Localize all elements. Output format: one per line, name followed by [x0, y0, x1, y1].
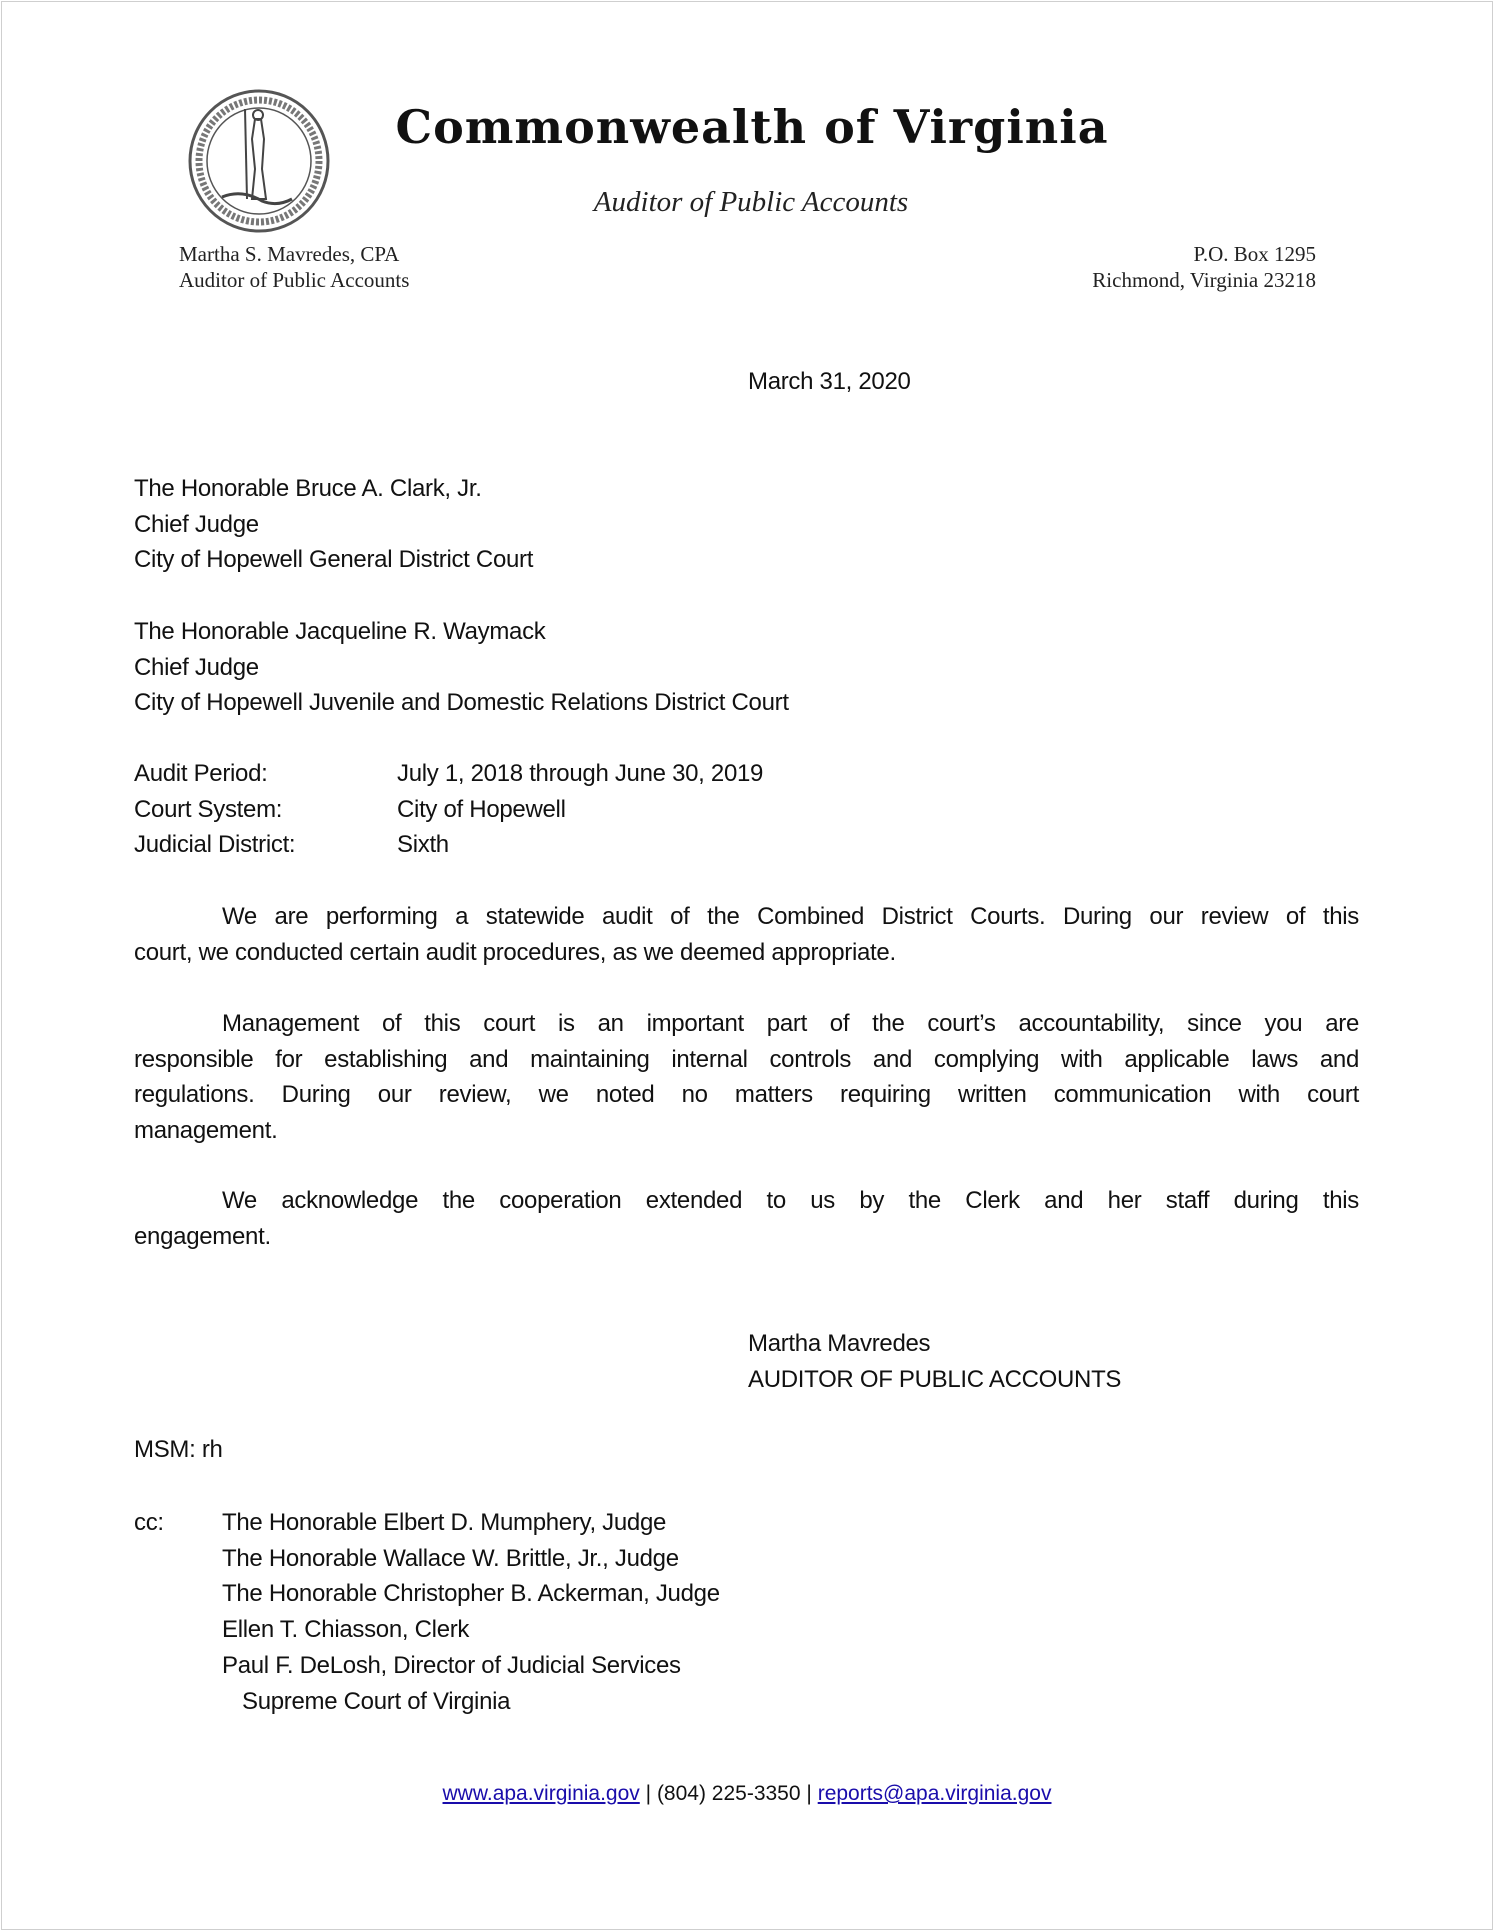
paragraph-line: engagement. [134, 1222, 271, 1250]
label: Judicial District: [134, 831, 296, 859]
cc-label: cc: [134, 1509, 164, 1536]
audit-info-table [134, 756, 763, 863]
auditor-title: Auditor of Public Accounts [179, 268, 410, 292]
paragraph-line: regulations. During our review, we noted no matters requiring written communication with court [134, 1081, 1359, 1109]
addressee-1 [134, 471, 533, 578]
addressee-court: City of Hopewell General District Court [134, 546, 534, 574]
cc-recipient: Ellen T. Chiasson, Clerk [222, 1616, 470, 1644]
signer-name: Martha Mavredes [748, 1330, 931, 1357]
po-box: P.O. Box 1295 [1193, 242, 1316, 266]
addressee-name: The Honorable Jacqueline R. Waymack [134, 618, 546, 645]
phone-number: (804) 225-3350 [656, 1782, 801, 1805]
value: City of Hopewell [397, 795, 566, 823]
letter-date: March 31, 2020 [748, 368, 911, 395]
paragraph-line: management. [134, 1117, 278, 1145]
addressee-title: Chief Judge [134, 510, 259, 538]
addressee-name: The Honorable Bruce A. Clark, Jr. [134, 475, 482, 502]
addressee-title: Chief Judge [134, 653, 259, 681]
cc-recipient: The Honorable Elbert D. Mumphery, Judge [222, 1509, 667, 1536]
cc-recipient: Paul F. DeLosh, Director of Judicial Services [222, 1651, 681, 1679]
addressee-court: City of Hopewell Juvenile and Domestic Relations District Court [134, 689, 789, 717]
auditor-name-block [179, 241, 409, 293]
value: July 1, 2018 through June 30, 2019 [397, 760, 764, 787]
letterhead-subtitle: Auditor of Public Accounts [593, 186, 909, 218]
paragraph-line: responsible for establishing and maintaining internal controls and complying with applicable laws and [134, 1045, 1359, 1073]
email-link[interactable]: reports@apa.virginia.gov [817, 1782, 1052, 1805]
signature-block [748, 1326, 1121, 1397]
value: Sixth [397, 831, 449, 859]
separator: | [806, 1782, 812, 1805]
paragraph-3 [134, 1183, 1359, 1254]
letterhead-title: Commonwealth of Virginia [395, 100, 1109, 154]
label: Audit Period: [134, 760, 268, 787]
cc-recipient: The Honorable Christopher B. Ackerman, Judge [222, 1580, 720, 1608]
separator: | [645, 1782, 652, 1805]
website-link[interactable]: www.apa.virginia.gov [442, 1782, 640, 1805]
cc-recipient: The Honorable Wallace W. Brittle, Jr., Judge [222, 1544, 679, 1572]
paragraph-2 [134, 1006, 1359, 1149]
auditor-name: Martha S. Mavredes, CPA [179, 242, 400, 266]
paragraph-line: We acknowledge the cooperation extended to us by the Clerk and her staff during this [222, 1187, 1359, 1214]
signer-title: AUDITOR OF PUBLIC ACCOUNTS [748, 1365, 1122, 1393]
judicial-district-row [134, 827, 763, 863]
label: Court System: [134, 795, 283, 823]
paragraph-line: Management of this court is an important part of the court’s accountability, since you are [222, 1010, 1359, 1037]
footer [0, 1782, 1494, 1806]
mailing-address-block [1092, 241, 1316, 293]
cc-list [134, 1505, 720, 1719]
addressee-2 [134, 614, 789, 721]
initials: MSM: rh [134, 1436, 223, 1463]
paragraph-line: court, we conducted certain audit procedures, as we deemed appropriate. [134, 938, 896, 966]
paragraph-1 [134, 899, 1359, 970]
cc-recipient-org: Supreme Court of Virginia [242, 1687, 511, 1715]
audit-period-row [134, 756, 763, 792]
court-system-row [134, 792, 763, 828]
city-state-zip: Richmond, Virginia 23218 [1092, 268, 1316, 292]
paragraph-line: We are performing a statewide audit of the Combined District Courts. During our review of this [222, 903, 1359, 930]
